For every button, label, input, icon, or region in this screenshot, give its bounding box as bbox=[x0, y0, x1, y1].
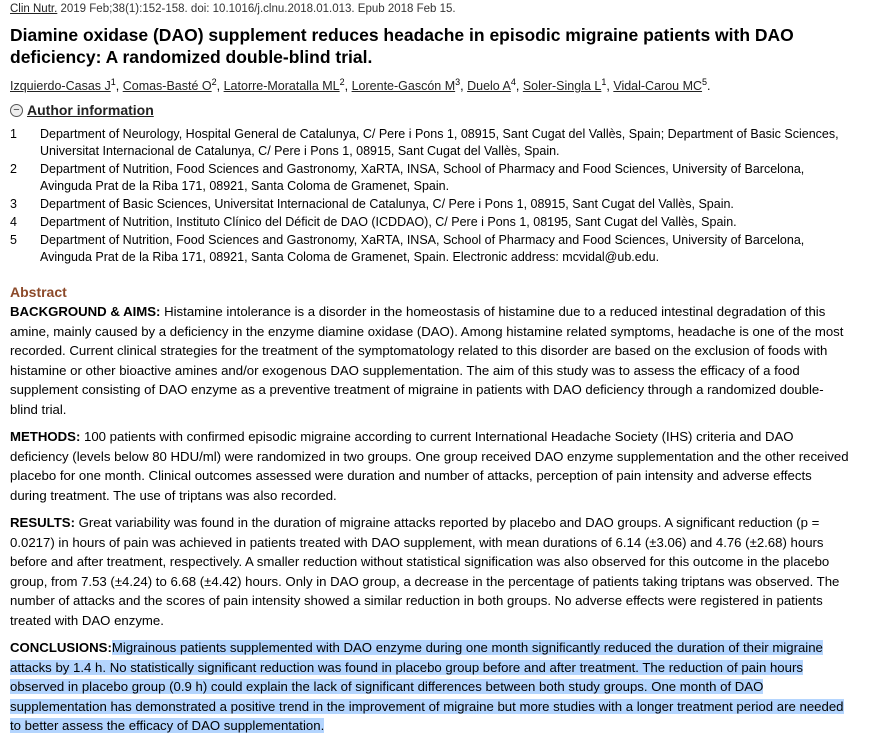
abstract-body bbox=[10, 302, 850, 744]
section-label: RESULTS: bbox=[10, 515, 75, 530]
affiliation-number: 2 bbox=[10, 162, 17, 176]
author-affil-sup: 2 bbox=[339, 77, 345, 87]
affiliation-item bbox=[10, 196, 850, 213]
author-link[interactable]: Comas-Basté O bbox=[122, 79, 212, 94]
author-link[interactable]: Izquierdo-Casas J bbox=[10, 79, 111, 94]
citation-details: 2019 Feb;38(1):152-158. doi: 10.1016/j.clnu.2018.01.013. Epub 2018 Feb 15. bbox=[57, 3, 456, 15]
abstract-results bbox=[10, 513, 850, 630]
abstract-heading: Abstract bbox=[10, 284, 67, 300]
affiliation-number: 5 bbox=[10, 233, 17, 247]
affiliation-number: 4 bbox=[10, 215, 17, 229]
affiliation-text: Department of Nutrition, Food Sciences and Gastronomy, XaRTA, INSA, School of Pharmacy and Food Sciences, University of Barcelona, Avinguda Prat de la Riba 171, 08921, Santa Coloma de Gramenet, Spain. bbox=[40, 162, 805, 193]
author-link[interactable]: Soler-Singla L bbox=[522, 79, 602, 94]
affiliation-text: Department of Nutrition, Food Sciences and Gastronomy, XaRTA, INSA, School of Pharmacy and Food Sciences, University of Barcelona, Avinguda Prat de la Riba 171, 08921, Santa Coloma de Gramenet, Spain. Electronic address: mcvidal@ub.edu. bbox=[40, 233, 805, 264]
abstract-conclusions bbox=[10, 638, 850, 736]
affiliation-item bbox=[10, 214, 850, 231]
author-information-toggle[interactable] bbox=[10, 102, 154, 118]
section-label: METHODS: bbox=[10, 429, 81, 444]
journal-link[interactable]: Clin Nutr. bbox=[10, 3, 58, 15]
author-information-label[interactable]: Author information bbox=[27, 102, 154, 118]
author-affil-sup: 1 bbox=[110, 77, 116, 87]
affiliation-item bbox=[10, 161, 850, 195]
affiliation-item bbox=[10, 232, 850, 266]
affiliation-text: Department of Basic Sciences, Universitat Internacional de Catalunya, C/ Pere i Pons 1, 08915, Sant Cugat del Vallès, Spain. bbox=[40, 197, 734, 211]
selected-conclusions-text[interactable]: Migrainous patients supplemented with DAO enzyme during one month significantly reduced the duration of their migraine attacks by 1.4 h. No statistically significant reduction was found in placebo group before and after treatment. The reduction of pain hours observed in placebo group (0.9 h) could explain the lack of significant differences between both study groups. One month of DAO supplementation has demonstrated a positive trend in the improvement of migraine but more studies with a longer treatment period are needed to better assess the efficacy of DAO supplementation. bbox=[10, 640, 844, 733]
author-affil-sup: 4 bbox=[510, 77, 516, 87]
citation-line bbox=[10, 3, 456, 15]
author-link[interactable]: Latorre-Moratalla ML bbox=[223, 79, 340, 94]
affiliation-item bbox=[10, 126, 850, 160]
article-title: Diamine oxidase (DAO) supplement reduces headache in episodic migraine patients with DAO deficiency: A randomized double-blind trial. bbox=[10, 25, 794, 67]
affiliation-text: Department of Nutrition, Instituto Clínico del Déficit de DAO (ICDDAO), C/ Pere i Pons 1, 08195, Sant Cugat del Vallès, Spain. bbox=[40, 215, 737, 229]
author-list: Izquierdo-Casas $J^1$, Comas-Basté $O^2$, Latorre-Moratalla $ML^2$, Lorente-Gascón $M^3$, Duelo $A^4$, Soler-Singla $L^1$, Vidal-Carou $MC^5$. bbox=[10, 77, 711, 94]
author-affil-sup: 5 bbox=[702, 77, 708, 87]
section-text: Histamine intolerance is a disorder in the homeostasis of histamine due to a reduced intestinal degradation of this amine, mainly caused by a deficiency in the enzyme diamine oxidase (DAO). Among histamine related symptoms, headache is one of the most recorded. Current clinical strategies for the treatment of the symptomatology related to this disorder are based on the exclusion of foods with histamine or other bioactive amines and/or exogenous DAO supplementation. The aim of this study was to assess the efficacy of a food supplement consisting of DAO enzyme as a preventive treatment of migraine in patients with DAO deficiency through a randomized double-blind trial. bbox=[10, 304, 844, 417]
section-text: 100 patients with confirmed episodic migraine according to current International Headache Society (IHS) criteria and DAO deficiency (levels below 80 HDU/ml) were randomized in two groups. One group received DAO enzyme supplementation and the other received placebo for one month. Clinical outcomes assessed were duration and number of attacks, perception of pain intensity and adverse effects during treatment. The use of triptans was also recorded. bbox=[10, 429, 849, 503]
section-label: CONCLUSIONS: bbox=[10, 640, 112, 655]
author-affil-sup: 2 bbox=[211, 77, 217, 87]
author-link[interactable]: Duelo A bbox=[467, 79, 511, 94]
collapse-minus-icon[interactable]: − bbox=[10, 104, 23, 117]
author-affil-sup: 3 bbox=[455, 77, 461, 87]
author-link[interactable]: Vidal-Carou MC bbox=[613, 79, 703, 94]
author-link[interactable]: Lorente-Gascón M bbox=[351, 79, 456, 94]
affiliation-number: 1 bbox=[10, 127, 17, 141]
affiliation-list bbox=[10, 126, 850, 267]
section-text: Great variability was found in the duration of migraine attacks reported by placebo and DAO groups. A significant reduction (p = 0.0217) in hours of pain was achieved in patients treated with DAO supplement, with mean durations of 6.14 (±3.06) and 4.76 (±2.68) hours before and after treatment, respectively. A smaller reduction without statistical signification was also observed for this outcome in the placebo group, from 7.53 (±4.24) to 6.68 (±4.42) hours. Only in DAO group, a decrease in the percentage of patients taking triptans was observed. The number of attacks and the scores of pain intensity showed a similar reduction in both groups. No adverse effects were registered in patients treated with DAO enzyme. bbox=[10, 515, 840, 628]
abstract-background bbox=[10, 302, 850, 419]
author-affil-sup: 1 bbox=[601, 77, 607, 87]
affiliation-number: 3 bbox=[10, 197, 17, 211]
affiliation-text: Department of Neurology, Hospital General de Catalunya, C/ Pere i Pons 1, 08915, Sant Cugat del Vallès, Spain; Department of Basic Sciences, Universitat Internacional de Catalunya, C/ Pere i Pons 1, 08915, Sant Cugat del Vallès, Spain. bbox=[40, 127, 839, 158]
abstract-methods bbox=[10, 427, 850, 505]
section-label: BACKGROUND & AIMS: bbox=[10, 304, 161, 319]
